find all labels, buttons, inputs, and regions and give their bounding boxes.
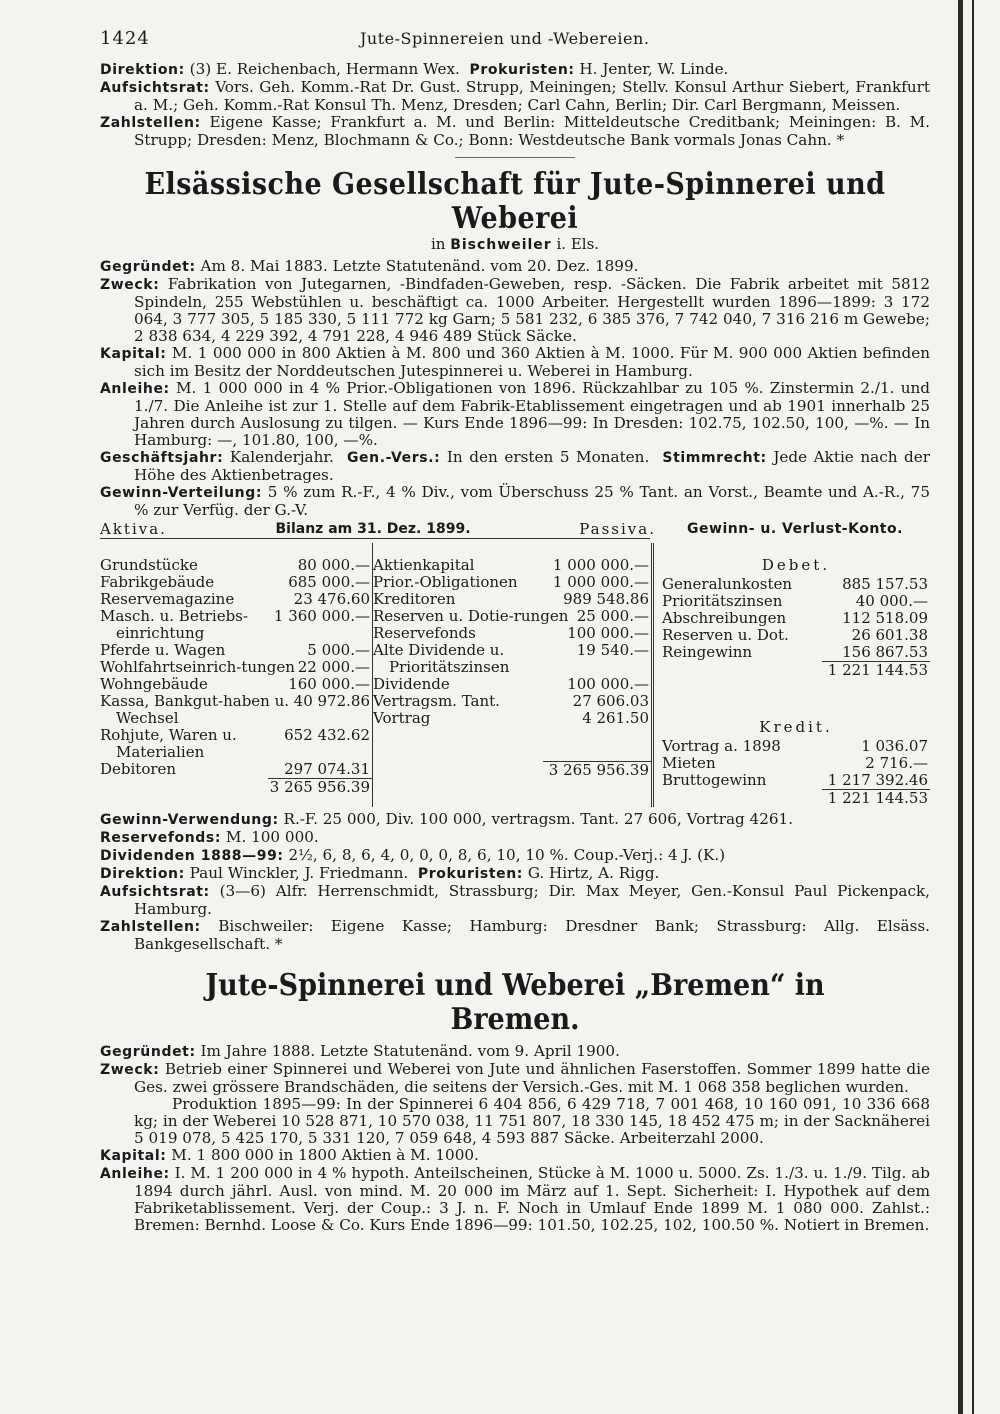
row-value: 25 000.— (576, 607, 649, 625)
row-value: 1 217 392.46 (827, 771, 928, 789)
row-value: 22 000.— (297, 658, 370, 676)
prev-aufsichtsrat: Aufsichtsrat: Vors. Geh. Komm.-Rat Dr. Gust. Strupp, Meiningen; Stellv. Konsul Arthur Siebert, Frankfurt a. M.; Geh. Komm.-Rat Konsul Th. Menz, Dresden; Carl Cahn, Berlin; Dir. Carl Bergmann, Meissen. (100, 78, 930, 114)
row-value: 5 000.— (307, 641, 370, 659)
table-row (100, 608, 372, 642)
row-value: 2 716.— (865, 754, 928, 772)
table-row (662, 755, 930, 772)
balance-header (100, 521, 930, 538)
c2-anleihe: Anleihe: I. M. 1 200 000 in 4 % hypoth. Anteilscheinen, Stücke à M. 1000 u. 5000. Zs. 1./3. u. 1./9. Tilg. ab 1894 durch jährl. Ausl. von mind. M. 20 000 im März auf 1. Sept. Sicherheit: I. Hypothek auf dem Fabriketablissement. Verj. der Coup.: 3 J. n. F. Noch in Umlauf Ende 1899 M. 1 080 000. Zahlst.: Bremen: Bernhd. Loose & Co. Kurs Ende 1896—99: 101.50, 102.25, 102, 100.50 %. Notiert in Bremen. (100, 1164, 930, 1234)
guv-title: Gewinn- u. Verlust-Konto. (687, 521, 903, 537)
row-value: 1 036.07 (861, 737, 928, 755)
row-label: Vortrag a. 1898 (662, 737, 781, 755)
row-label: Vortrag (373, 709, 431, 727)
guv-column (654, 543, 930, 807)
table-row (373, 574, 651, 591)
table-row (373, 608, 651, 625)
page-header (100, 30, 930, 47)
table-row (373, 642, 651, 676)
row-label: Alte Dividende u. Prioritätszinsen (373, 641, 510, 676)
aufsichtsrat: Aufsichtsrat: (3—6) Alfr. Herrenschmidt, Strassburg; Dir. Max Meyer, Gen.-Konsul Paul Pickenpack, Hamburg. (100, 882, 931, 918)
page-border-thick (958, 0, 963, 1414)
table-row (373, 557, 651, 574)
row-label: Bruttogewinn (662, 771, 767, 789)
debet-label: Debet. (761, 556, 831, 574)
table-row (373, 625, 651, 642)
row-value: 1 000 000.— (552, 573, 649, 591)
c2-kapital: Kapital: M. 1 800 000 in 1800 Aktien à M. 1000. (100, 1146, 479, 1164)
row-value: 112 518.09 (842, 609, 928, 627)
kredit-label: Kredit. (759, 718, 833, 736)
geschaeftsjahr: Geschäftsjahr: Kalenderjahr. Gen.-Vers.: In den ersten 5 Monaten. Stimmrecht: Jede Aktie nach der Höhe des Aktienbetrages. (100, 448, 931, 484)
dividenden: Dividenden 1888—99: 2½, 6, 8, 6, 4, 0, 0, 0, 8, 6, 10, 10 %. Coup.-Verj.: 4 J. (K.) (100, 846, 726, 864)
row-label: Mieten (662, 754, 716, 772)
zweck: Zweck: Fabrikation von Jutegarnen, -Bindfaden-Geweben, resp. -Säcken. Die Fabrik arbeitet mit 5812 Spindeln, 255 Webstühlen u. beschäftigt ca. 1000 Arbeiter. Hergestellt wurden 1896—1899: 3 172 064, 3 777 305, 5 185 330, 5 111 772 kg Garn; 5 581 232, 6 385 376, 7 742 040, 7 316 216 m Gewebe; 2 838 634, 4 229 392, 4 791 228, 4 946 489 Stück Säcke. (100, 275, 930, 345)
row-label: Fabrikgebäude (100, 573, 215, 591)
table-row (100, 591, 372, 608)
row-value: 160 000.— (288, 675, 370, 693)
passiva-column (373, 543, 654, 807)
table-row (373, 591, 651, 608)
row-value: 1 360 000.— (273, 607, 370, 625)
company-location: in Bischweiler i. Els. (430, 235, 600, 253)
document-page (100, 30, 930, 1234)
c2-produktion: Produktion 1895—99: In der Spinnerei 6 404 856, 6 429 718, 7 001 468, 10 160 091, 10 336 668 kg; in der Weberei 10 528 871, 10 570 038, 11 751 807, 18 330 145, 18 452 475 m; in der Sacknäherei 5 019 078, 5 425 170, 5 331 120, 7 059 648, 4 593 887 Säcke. Arbeiterzahl 2000. (134, 1095, 930, 1147)
page-number: 1424 (100, 28, 150, 49)
balance-sheet (100, 543, 930, 807)
row-label: Kreditoren (373, 590, 456, 608)
row-label: Reservemagazine (100, 590, 235, 608)
reservefonds: Reservefonds: M. 100 000. (100, 828, 319, 846)
row-label: Pferde u. Wagen (100, 641, 226, 659)
anleihe: Anleihe: M. 1 000 000 in 4 % Prior.-Obligationen von 1896. Rückzahlbar zu 105 %. Zinstermin 2./1. und 1./7. Die Anleihe ist zur 1. Stelle auf dem Fabrik-Etablissement eingetragen und ab 1901 innerhalb 25 Jahren durch Auslosung zu tilgen. — Kurs Ende 1896—99: In Dresden: 102.75, 102.50, 100, —%. — In Hamburg: —, 101.80, 100, —%. (100, 379, 930, 449)
table-row (662, 772, 930, 789)
row-value: 23 476.60 (293, 590, 370, 608)
row-value: 989 548.86 (563, 590, 649, 608)
row-label: Reservefonds (373, 624, 476, 642)
row-value: 27 606.03 (572, 692, 649, 710)
row-value: 652 432.62 (284, 726, 370, 744)
direktion: Direktion: Paul Winckler, J. Friedmann. Prokuristen: G. Hirtz, A. Rigg. (100, 864, 660, 882)
page-border-thin (972, 0, 974, 1414)
row-label: Dividende (373, 675, 450, 693)
row-label: Wohngebäude (100, 675, 208, 693)
table-row (662, 576, 930, 593)
row-label: Abschreibungen (662, 609, 787, 627)
row-value: 100 000.— (567, 675, 649, 693)
row-value: 19 540.— (576, 641, 649, 659)
passiva-label: Passiva. (579, 520, 656, 538)
row-value: 4 261.50 (582, 709, 649, 727)
running-title: Jute-Spinnereien und -Webereien. (360, 29, 650, 48)
row-label: Rohjute, Waren u. Materialien (100, 726, 237, 761)
table-row (100, 574, 372, 591)
zahlstellen: Zahlstellen: Bischweiler: Eigene Kasse; Hamburg: Dresdner Bank; Strassburg: Allg. Elsäss. Bankgesellschaft. * (100, 917, 931, 953)
row-value: 297 074.31 (284, 760, 370, 778)
aktiva-total: 3 265 956.39 (269, 778, 370, 796)
balance-title: Bilanz am 31. Dez. 1899. (275, 521, 471, 537)
debet-total: 1 221 144.53 (822, 661, 930, 679)
separator (455, 157, 575, 158)
table-row (373, 676, 651, 693)
row-label: Reserven u. Dotie-rungen (373, 607, 569, 625)
c2-gegruendet: Gegründet: Im Jahre 1888. Letzte Statutenänd. vom 9. April 1900. (100, 1042, 620, 1060)
row-value: 100 000.— (567, 624, 649, 642)
row-label: Vertragsm. Tant. (373, 692, 500, 710)
prev-direktion: Direktion: (3) E. Reichenbach, Hermann Wex. Prokuristen: H. Jenter, W. Linde. (100, 60, 729, 78)
table-row (100, 676, 372, 693)
row-label: Kassa, Bankgut-haben u. Wechsel (100, 692, 290, 727)
row-label: Reserven u. Dot. (662, 626, 789, 644)
table-row (100, 557, 372, 574)
row-label: Aktienkapital (373, 556, 475, 574)
table-row (373, 710, 651, 727)
row-value: 40 000.— (855, 592, 928, 610)
balance-rule (100, 538, 650, 539)
c2-zweck: Zweck: Betrieb einer Spinnerei und Weberei von Jute und ähnlichen Faserstoffen. Sommer 1899 hatte die Ges. zwei grössere Brandschäden, die seitens der Versich.-Ges. mit M. 1 068 358 beglichen wurden. (100, 1060, 930, 1096)
row-value: 885 157.53 (842, 575, 928, 593)
table-row (662, 610, 930, 627)
company2-title: Jute-Spinnerei und Weberei „Bremen“ in Bremen. (205, 968, 825, 1037)
table-row (662, 593, 930, 610)
gewinn-verteilung: Gewinn-Verteilung: 5 % zum R.-F., 4 % Div., vom Überschuss 25 % Tant. an Vorst., Beamte und A.-R., 75 % zur Verfüg. der G.-V. (100, 483, 930, 519)
table-row (100, 727, 372, 761)
table-row (100, 642, 372, 659)
row-label: Prior.-Obligationen (373, 573, 518, 591)
kredit-total: 1 221 144.53 (822, 789, 930, 807)
table-row (373, 693, 651, 710)
kapital: Kapital: M. 1 000 000 in 800 Aktien à M. 800 und 360 Aktien à M. 1000. Für M. 900 000 Aktien befinden sich im Besitz der Norddeutschen Jutespinnerei u. Weberei in Hamburg. (100, 344, 930, 380)
passiva-total: 3 265 956.39 (543, 761, 651, 779)
row-value: 40 972.86 (293, 692, 370, 710)
row-value: 685 000.— (288, 573, 370, 591)
prev-zahlstellen: Zahlstellen: Eigene Kasse; Frankfurt a. M. und Berlin: Mitteldeutsche Creditbank; Meiningen: B. M. Strupp; Dresden: Menz, Blochmann & Co.; Bonn: Westdeutsche Bank vormals Jonas Cahn. * (100, 113, 930, 149)
row-value: 156 867.53 (842, 643, 928, 661)
gegruendet: Gegründet: Am 8. Mai 1883. Letzte Statutenänd. vom 20. Dez. 1899. (100, 257, 639, 275)
row-label: Grundstücke (100, 556, 198, 574)
row-label: Reingewinn (662, 643, 753, 661)
table-row (100, 761, 372, 778)
row-label: Generalunkosten (662, 575, 793, 593)
gewinn-verwendung: Gewinn-Verwendung: R.-F. 25 000, Div. 100 000, vertragsm. Tant. 27 606, Vortrag 4261. (100, 810, 794, 828)
row-label: Masch. u. Betriebs-einrichtung (100, 607, 248, 642)
table-row (662, 627, 930, 644)
aktiva-label: Aktiva. (100, 520, 167, 538)
row-label: Wohlfahrtseinrich-tungen (100, 658, 295, 676)
aktiva-column (100, 543, 373, 807)
row-value: 80 000.— (297, 556, 370, 574)
table-row (100, 693, 372, 727)
row-value: 1 000 000.— (552, 556, 649, 574)
row-value: 26 601.38 (851, 626, 928, 644)
row-label: Debitoren (100, 760, 177, 778)
table-row (662, 644, 930, 661)
row-label: Prioritätszinsen (662, 592, 783, 610)
table-row (100, 659, 372, 676)
table-row (662, 738, 930, 755)
company-title: Elsässische Gesellschaft für Jute-Spinnerei und Weberei (144, 167, 886, 236)
